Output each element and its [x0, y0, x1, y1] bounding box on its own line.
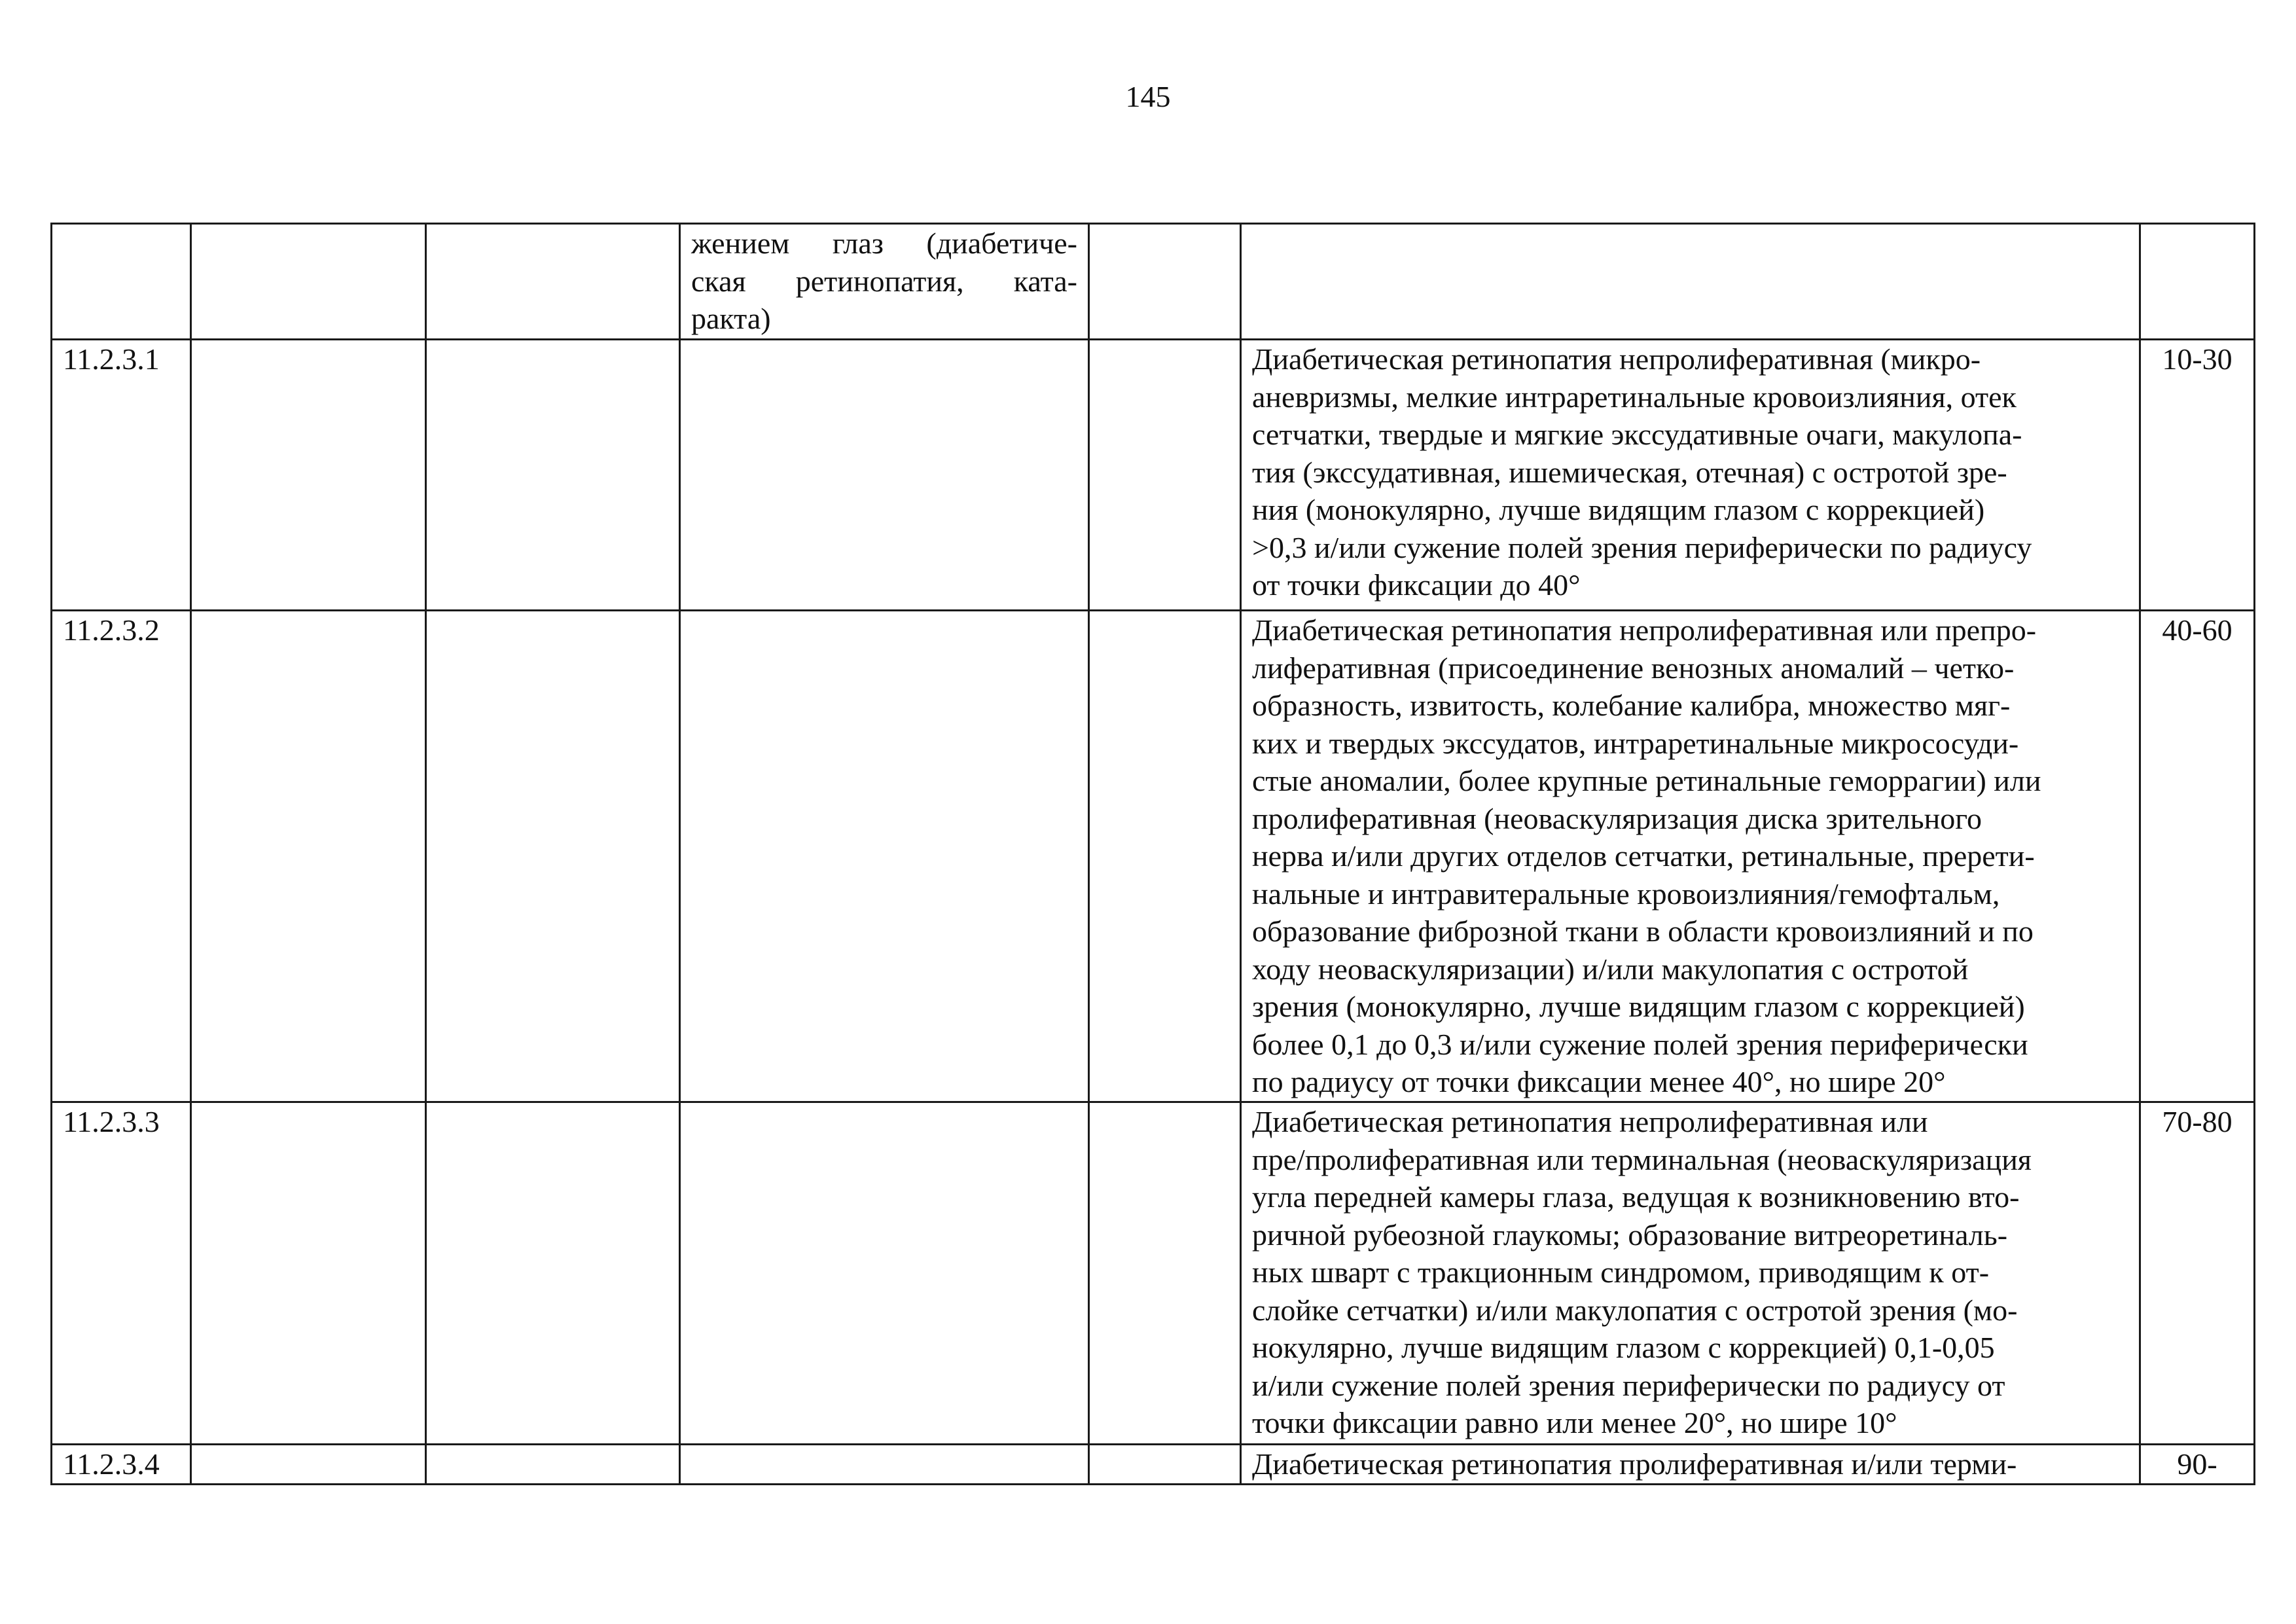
rate-cell: 40-60 — [2140, 611, 2255, 1102]
empty-cell — [191, 1102, 426, 1445]
description-cell — [1241, 340, 2140, 611]
rate-cell: 10-30 — [2140, 340, 2255, 611]
description-line: лиферативная (присоединение венозных аномалий – четко- — [1252, 651, 2015, 685]
group-description-line: ская ретинопатия, ката- — [691, 264, 1077, 298]
empty-cell — [426, 224, 680, 340]
description-line: нерва и/или других отделов сетчатки, ретинальные, пререти- — [1252, 839, 2035, 873]
description-cell — [1241, 224, 2140, 340]
description-line: ния (монокулярно, лучше видящим глазом с коррекцией) — [1252, 493, 1985, 526]
description-line: от точки фиксации до 40° — [1252, 568, 1581, 602]
description-line: зрения (монокулярно, лучше видящим глазом с коррекцией) — [1252, 990, 2025, 1023]
description-line: ричной рубеозной глаукомы; образование витреоретиналь- — [1252, 1218, 2008, 1252]
description-line: точки фиксации равно или менее 20°, но шире 10° — [1252, 1406, 1897, 1439]
empty-cell — [191, 1445, 426, 1485]
description-line: по радиусу от точки фиксации менее 40°, но шире 20° — [1252, 1065, 1946, 1098]
description-line: и/или сужение полей зрения периферически по радиусу от — [1252, 1368, 2005, 1402]
description-line: Диабетическая ретинопатия непролиферативная (микро- — [1252, 342, 1981, 376]
description-line: стые аномалии, более крупные ретинальные геморрагии) или — [1252, 764, 2041, 797]
empty-cell — [1089, 340, 1241, 611]
table-row — [52, 1445, 2255, 1485]
description-line: Диабетическая ретинопатия пролиферативная и/или терми- — [1252, 1447, 2017, 1481]
empty-cell — [680, 611, 1089, 1102]
description-cell — [1241, 1445, 2140, 1485]
description-line: нокулярно, лучше видящим глазом с коррекцией) 0,1-0,05 — [1252, 1331, 1995, 1364]
code-cell — [52, 224, 191, 340]
empty-cell — [191, 224, 426, 340]
page-number: 145 — [1125, 80, 1171, 113]
table-row — [52, 1102, 2255, 1445]
code-cell: 11.2.3.3 — [52, 1102, 191, 1445]
description-line: угла передней камеры глаза, ведущая к возникновению вто- — [1252, 1180, 2020, 1214]
description-line: Диабетическая ретинопатия непролиферативная или — [1252, 1105, 1928, 1138]
description-line: образность, извитость, колебание калибра, множество мяг- — [1252, 689, 2011, 722]
empty-cell — [1089, 1445, 1241, 1485]
group-description-line: ракта) — [691, 302, 771, 335]
empty-cell — [426, 340, 680, 611]
description-line: более 0,1 до 0,3 и/или сужение полей зрения периферически — [1252, 1027, 2028, 1061]
empty-cell — [1089, 611, 1241, 1102]
description-line: ходу неоваскуляризации) и/или макулопатия с остротой — [1252, 952, 1969, 986]
rate-cell — [2140, 224, 2255, 340]
table-row — [52, 340, 2255, 611]
group-description-line: жением глаз (диабетиче- — [691, 226, 1077, 260]
code-cell: 11.2.3.1 — [52, 340, 191, 611]
empty-cell — [680, 1445, 1089, 1485]
disability-criteria-table — [50, 223, 2255, 1485]
description-cell — [1241, 611, 2140, 1102]
description-line: пре/пролиферативная или терминальная (неоваскуляризация — [1252, 1142, 2032, 1176]
code-cell: 11.2.3.4 — [52, 1445, 191, 1485]
empty-cell — [680, 340, 1089, 611]
empty-cell — [1089, 1102, 1241, 1445]
description-line: ных шварт с тракционным синдромом, приводящим к от- — [1252, 1255, 1990, 1289]
description-cell — [1241, 1102, 2140, 1445]
table-row — [52, 611, 2255, 1102]
code-cell: 11.2.3.2 — [52, 611, 191, 1102]
empty-cell — [191, 340, 426, 611]
table-row-continuation — [52, 224, 2255, 340]
description-line: аневризмы, мелкие интраретинальные кровоизлияния, отек — [1252, 380, 2017, 414]
description-line: >0,3 и/или сужение полей зрения периферически по радиусу — [1252, 530, 2032, 564]
description-line: ких и твердых экссудатов, интраретинальные микрососуди- — [1252, 726, 2019, 760]
description-line: слойке сетчатки) и/или макулопатия с остротой зрения (мо- — [1252, 1293, 2018, 1327]
empty-cell — [426, 1102, 680, 1445]
rate-cell: 70-80 — [2140, 1102, 2255, 1445]
group-description-cell — [680, 224, 1089, 340]
description-line: образование фиброзной ткани в области кровоизлияний и по — [1252, 914, 2034, 948]
empty-cell — [426, 1445, 680, 1485]
description-line: тия (экссудативная, ишемическая, отечная) с остротой зре- — [1252, 455, 2007, 489]
description-line: нальные и интравитеральные кровоизлияния/гемофтальм, — [1252, 876, 2000, 911]
rate-cell: 90- — [2140, 1445, 2255, 1485]
empty-cell — [1089, 224, 1241, 340]
description-line: пролиферативная (неоваскуляризация диска зрительного — [1252, 801, 1982, 835]
description-line: сетчатки, твердые и мягкие экссудативные очаги, макулопа- — [1252, 418, 2022, 451]
empty-cell — [191, 611, 426, 1102]
description-line: Диабетическая ретинопатия непролиферативная или препро- — [1252, 613, 2037, 647]
empty-cell — [680, 1102, 1089, 1445]
empty-cell — [426, 611, 680, 1102]
